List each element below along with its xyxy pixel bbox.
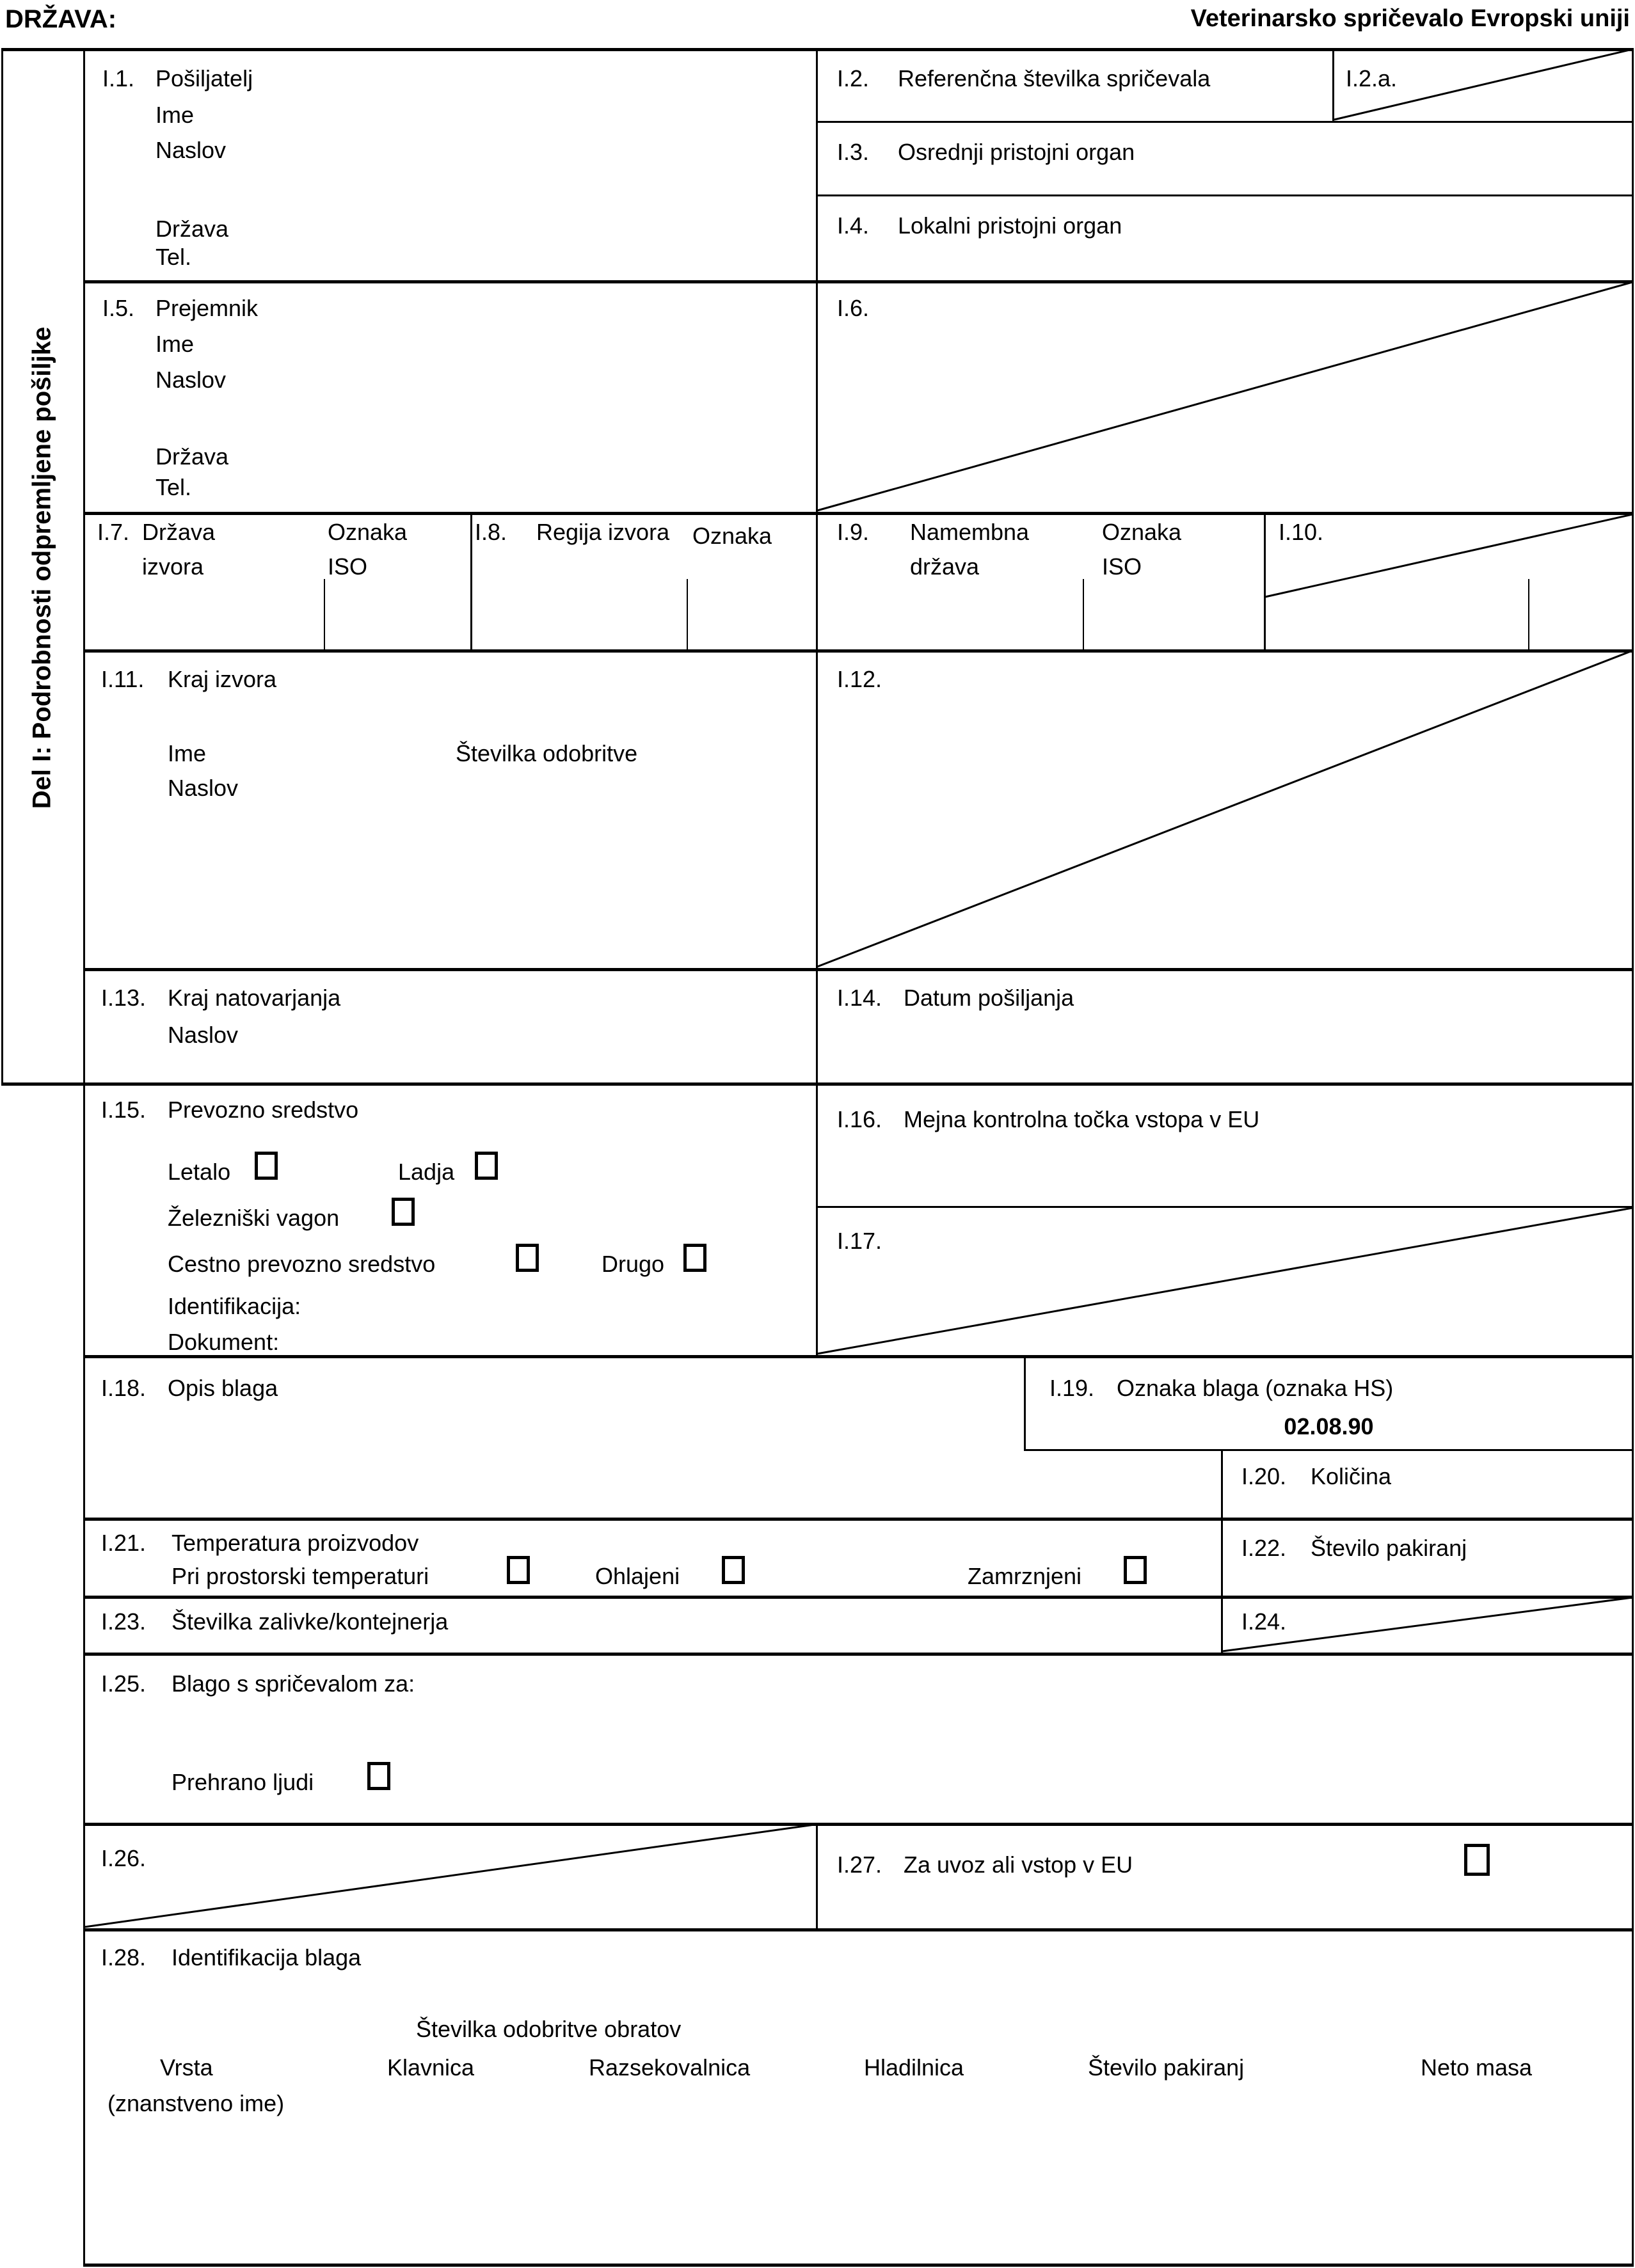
field-i13-number: I.13. [101, 985, 147, 1011]
field-i9-iso-label-line2: ISO [1102, 553, 1142, 580]
field-i20-number: I.20. [1241, 1463, 1287, 1489]
field-i2a-number: I.2.a. [1346, 65, 1398, 91]
field-i7-label-line2: izvora [142, 553, 204, 580]
field-i5-country-label: Država [156, 443, 229, 470]
i21-ambient-checkbox[interactable] [507, 1556, 530, 1584]
field-i1-label: Pošiljatelj [156, 65, 253, 91]
field-i5-number: I.5. [102, 295, 135, 321]
part1-sidebar-label: Del I: Podrobnosti odpremljene pošiljke [28, 326, 56, 809]
field-i12-number: I.12. [837, 666, 882, 692]
i15-identification-label: Identifikacija: [168, 1293, 301, 1319]
page-title: Veterinarsko spričevalo Evropski uniji [1190, 5, 1630, 32]
field-i22-number: I.22. [1241, 1535, 1287, 1561]
field-i6-number: I.6. [837, 295, 870, 321]
field-i18-number: I.18. [101, 1375, 147, 1401]
field-i1-address-label: Naslov [156, 137, 227, 163]
i28-col-scientific-name: (znanstveno ime) [108, 2090, 285, 2116]
i28-col-species: Vrsta [160, 2054, 213, 2081]
field-i8-label: Regija izvora [536, 519, 670, 545]
field-i17-number: I.17. [837, 1228, 882, 1254]
field-i13-address-label: Naslov [168, 1022, 239, 1048]
field-i3-label: Osrednji pristojni organ [898, 139, 1135, 165]
field-i9-label-line2: država [910, 553, 980, 580]
i21-frozen-checkbox[interactable] [1124, 1556, 1147, 1584]
i15-other-label: Drugo [602, 1251, 665, 1277]
field-i7-iso-label-line2: ISO [328, 553, 368, 580]
i19-hs-code: 02.08.90 [1284, 1413, 1374, 1439]
diagonal-i6 [817, 282, 1632, 511]
i15-road-checkbox[interactable] [516, 1244, 539, 1272]
field-i8-code-label: Oznaka [692, 523, 772, 549]
i15-document-label: Dokument: [168, 1329, 280, 1355]
field-i19-number: I.19. [1049, 1375, 1095, 1401]
field-i7-number: I.7. [97, 519, 130, 545]
field-i9-number: I.9. [837, 519, 870, 545]
field-i27-number: I.27. [837, 1852, 882, 1878]
field-i4-label: Lokalni pristojni organ [898, 212, 1122, 239]
field-i23-label: Številka zalivke/kontejnerja [171, 1608, 449, 1635]
field-i10-number: I.10. [1279, 519, 1324, 545]
field-i7-iso-label-line1: Oznaka [328, 519, 408, 545]
field-i5-label: Prejemnik [156, 295, 259, 321]
diagonal-i17 [817, 1208, 1632, 1354]
i27-import-entry-checkbox[interactable] [1464, 1844, 1490, 1876]
field-i28-label: Identifikacija blaga [171, 1944, 362, 1971]
i15-ship-label: Ladja [398, 1159, 455, 1185]
field-i21-number: I.21. [101, 1530, 147, 1556]
field-i16-number: I.16. [837, 1106, 882, 1132]
field-i5-tel-label: Tel. [156, 474, 192, 500]
field-i16-label: Mejna kontrolna točka vstopa v EU [904, 1106, 1260, 1132]
i21-chilled-label: Ohlajeni [595, 1563, 680, 1589]
field-i3-number: I.3. [837, 139, 870, 165]
field-i18-label: Opis blaga [168, 1375, 278, 1401]
i28-col-slaughterhouse: Klavnica [387, 2054, 475, 2081]
field-i11-name-label: Ime [168, 740, 207, 766]
field-i2-number: I.2. [837, 65, 870, 91]
i15-railway-label: Železniški vagon [168, 1205, 340, 1231]
i25-human-consumption-checkbox[interactable] [367, 1762, 390, 1790]
i28-col-net-weight: Neto masa [1421, 2054, 1533, 2081]
i28-approval-group-header: Številka odobritve obratov [416, 2016, 682, 2042]
i25-human-consumption-label: Prehrano ljudi [171, 1769, 314, 1795]
field-i1-country-label: Država [156, 216, 229, 242]
field-i25-label: Blago s spričevalom za: [171, 1670, 415, 1697]
field-i13-label: Kraj natovarjanja [168, 985, 341, 1011]
field-i22-label: Število pakiranj [1311, 1535, 1467, 1561]
i28-col-cutting-plant: Razsekovalnica [589, 2054, 751, 2081]
field-i14-label: Datum pošiljanja [904, 985, 1074, 1011]
i21-ambient-label: Pri prostorski temperaturi [171, 1563, 429, 1589]
i28-col-packages: Število pakiranj [1088, 2054, 1245, 2081]
country-label: DRŽAVA: [5, 5, 117, 33]
i28-col-cold-store: Hladilnica [864, 2054, 964, 2081]
field-i11-number: I.11. [101, 666, 145, 692]
field-i7-label-line1: Država [142, 519, 216, 545]
field-i20-label: Količina [1311, 1463, 1392, 1489]
i15-ship-checkbox[interactable] [475, 1152, 498, 1180]
field-i25-number: I.25. [101, 1670, 147, 1697]
field-i27-label: Za uvoz ali vstop v EU [904, 1852, 1133, 1878]
field-i4-number: I.4. [837, 212, 870, 239]
field-i11-approval-label: Številka odobritve [456, 740, 638, 766]
field-i11-address-label: Naslov [168, 775, 239, 801]
i15-other-checkbox[interactable] [683, 1244, 706, 1272]
field-i28-number: I.28. [101, 1944, 147, 1971]
i21-frozen-label: Zamrznjeni [968, 1563, 1082, 1589]
field-i9-iso-label-line1: Oznaka [1102, 519, 1182, 545]
field-i1-name-label: Ime [156, 102, 195, 128]
field-i8-number: I.8. [475, 519, 507, 545]
i15-airplane-checkbox[interactable] [255, 1152, 278, 1180]
field-i5-name-label: Ime [156, 331, 195, 357]
i15-railway-checkbox[interactable] [392, 1198, 415, 1226]
field-i21-label: Temperatura proizvodov [171, 1530, 419, 1556]
field-i24-number: I.24. [1241, 1608, 1287, 1635]
field-i19-label: Oznaka blaga (oznaka HS) [1117, 1375, 1394, 1401]
field-i2-label: Referenčna številka spričevala [898, 65, 1211, 91]
field-i11-label: Kraj izvora [168, 666, 277, 692]
field-i26-number: I.26. [101, 1845, 147, 1871]
field-i15-number: I.15. [101, 1097, 147, 1123]
i21-chilled-checkbox[interactable] [722, 1556, 745, 1584]
i15-road-label: Cestno prevozno sredstvo [168, 1251, 436, 1277]
field-i9-label-line1: Namembna [910, 519, 1030, 545]
field-i14-number: I.14. [837, 985, 882, 1011]
diagonal-i26 [84, 1825, 815, 1927]
i15-airplane-label: Letalo [168, 1159, 231, 1185]
field-i1-number: I.1. [102, 65, 135, 91]
field-i15-label: Prevozno sredstvo [168, 1097, 359, 1123]
field-i5-address-label: Naslov [156, 367, 227, 393]
field-i1-tel-label: Tel. [156, 244, 192, 270]
diagonal-i12 [817, 651, 1632, 967]
field-i23-number: I.23. [101, 1608, 147, 1635]
